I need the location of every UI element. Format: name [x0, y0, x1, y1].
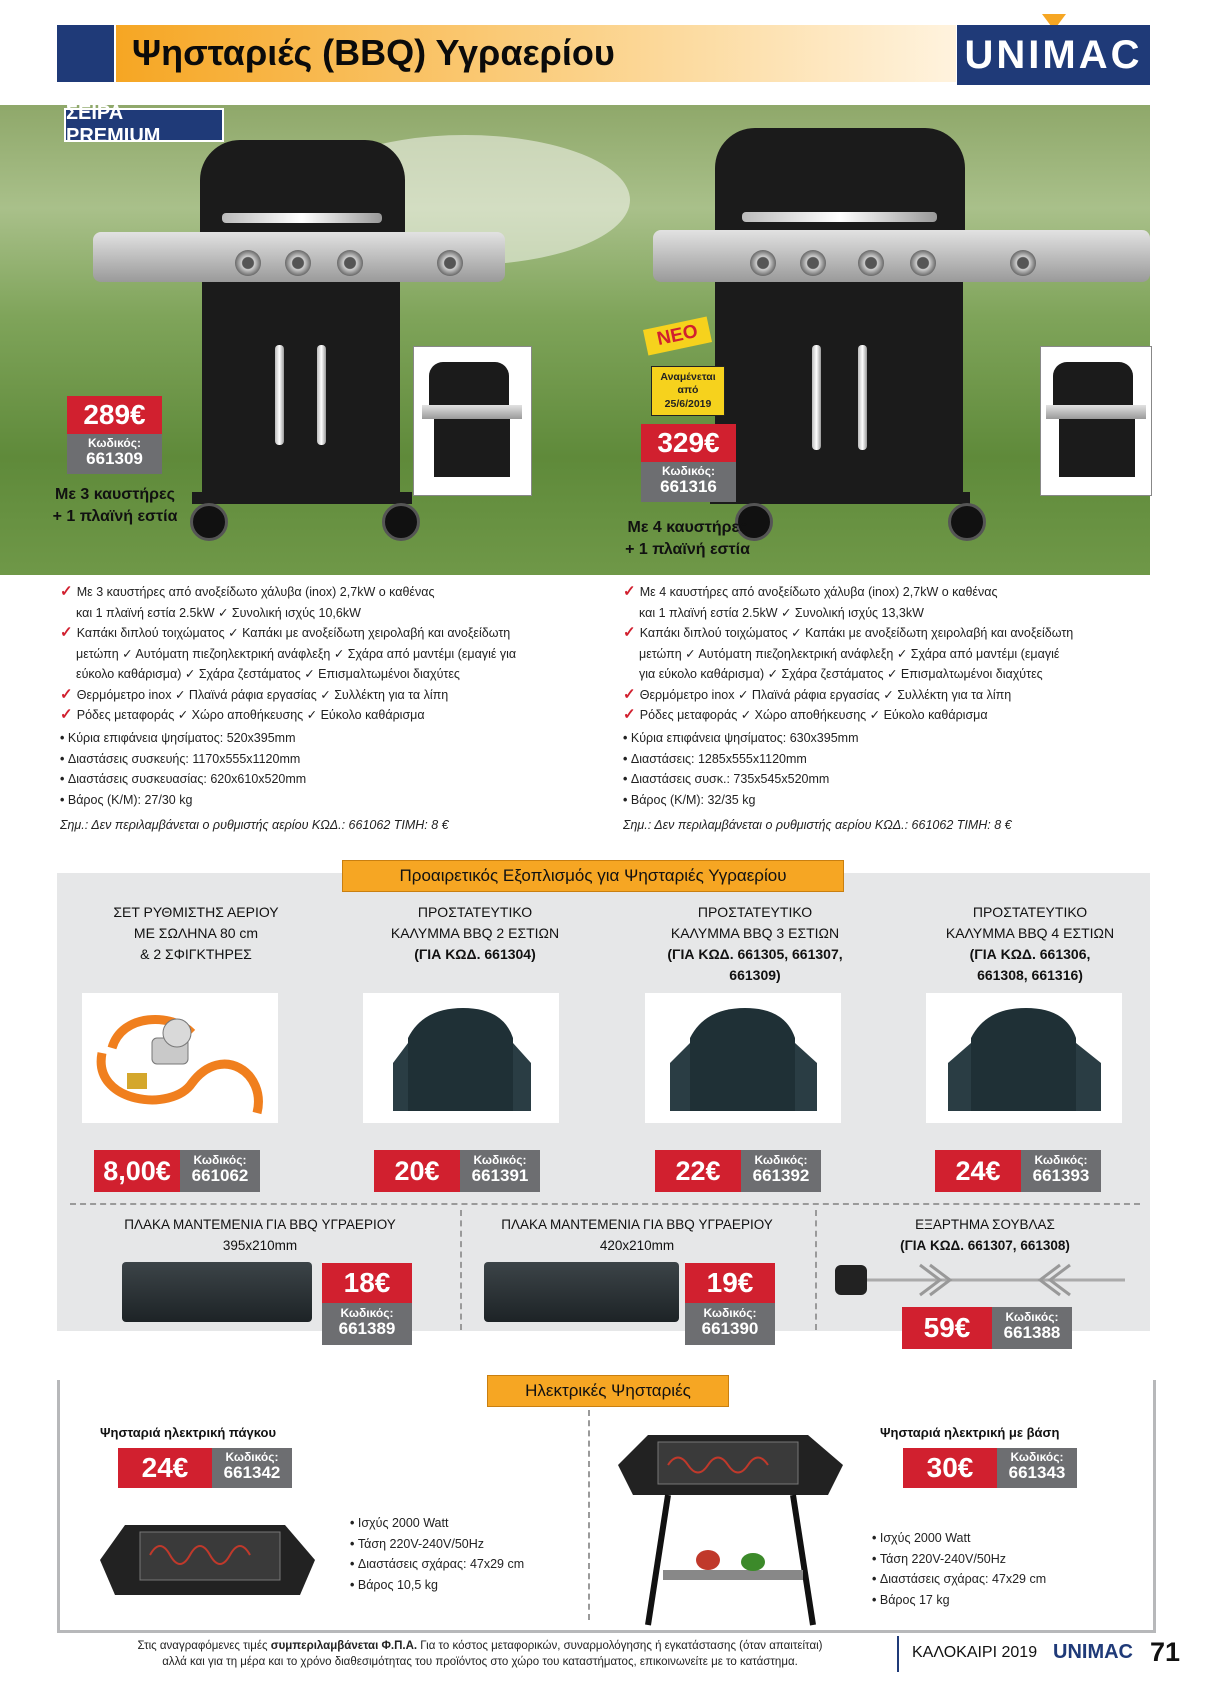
- grill-cover-icon: [645, 993, 841, 1123]
- rotisserie-icon: [830, 1255, 1130, 1305]
- feature-line: ✓ Καπάκι διπλού τοιχώματος ✓ Καπάκι με ανοξείδωτη χειρολαβή και ανοξείδωτη: [623, 624, 1074, 641]
- feature-line: μετώπη ✓ Αυτόματη πιεζοηλεκτρική ανάφλεξη ✓ Σχάρα από μαντέμι (εμαγιέ για: [76, 646, 517, 661]
- code-box-661309: [67, 434, 162, 474]
- right-spec-list: [623, 728, 1123, 810]
- feature-line: ✓ Ρόδες μεταφοράς ✓ Χώρο αποθήκευσης ✓ Εύκολο καθάρισμα: [60, 706, 425, 723]
- accessories-divider: [70, 1203, 1140, 1205]
- feature-line: ✓ Ρόδες μεταφοράς ✓ Χώρο αποθήκευσης ✓ Εύκολο καθάρισμα: [623, 706, 988, 723]
- grill-3-burner-thumbnail: [413, 346, 532, 496]
- price-tag-661309: 289€: [67, 396, 162, 434]
- right-feature-list: [623, 582, 1150, 726]
- availability-badge: Αναμένεται από 25/6/2019: [651, 366, 725, 416]
- price-tag-661316: 329€: [641, 424, 736, 462]
- table-grill-specs: • Ισχύς 2000 Watt • Τάση 220V-240V/50Hz • Διαστάσεις σχάρας: 47x29 cm • Βάρος 10,5 kg: [350, 1513, 580, 1595]
- left-feature-list: [60, 582, 590, 726]
- stand-grill-image: [608, 1420, 848, 1630]
- feature-line: ✓ Με 3 καυστήρες από ανοξείδωτο χάλυβα (inox) 2,7kW ο καθένας: [60, 583, 435, 600]
- electric-grill-icon: [85, 1500, 330, 1620]
- accessory-title-661391: ΠΡΟΣΤΑΤΕΥΤΙΚΟ ΚΑΛΥΜΜΑ BBQ 2 ΕΣΤΙΩΝ (ΓΙΑ ΚΩΔ. 661304): [390, 904, 560, 962]
- footer-separator: [897, 1636, 899, 1672]
- feature-line: ✓ Με 4 καυστήρες από ανοξείδωτο χάλυβα (inox) 2,7kW ο καθένας: [623, 583, 998, 600]
- table-grill-title: Ψησταριά ηλεκτρική πάγκου: [100, 1425, 277, 1440]
- price-tag-661388: 59€: [902, 1307, 992, 1349]
- code-box-661393: Κωδικός: 661393: [1021, 1150, 1101, 1192]
- footer-season: ΚΑΛΟΚΑΙΡΙ 2019: [912, 1644, 1038, 1661]
- grill-cover-icon: [926, 993, 1122, 1123]
- price-tag-661391: 20€: [374, 1150, 460, 1192]
- footer-brand: UNIMAC: [1053, 1641, 1133, 1663]
- price-tag-661389: 18€: [322, 1263, 412, 1303]
- price-tag-661342: 24€: [118, 1448, 212, 1488]
- code-box-661342: Κωδικός: 661342: [212, 1448, 292, 1488]
- code-box-661389: Κωδικός: 661389: [322, 1303, 412, 1345]
- grill-cover-icon: [363, 993, 559, 1123]
- grill-cover-3-image: [645, 993, 841, 1123]
- accessory-title-661062: ΣΕΤ ΡΥΘΜΙΣΤΗΣ ΑΕΡΙΟΥ ΜΕ ΣΩΛΗΝΑ 80 cm & 2 ΣΦΙΓΚΤΗΡΕΣ: [113, 904, 279, 962]
- rotisserie-image: [830, 1255, 1130, 1305]
- stand-grill-specs: • Ισχύς 2000 Watt • Τάση 220V-240V/50Hz • Διαστάσεις σχάρας: 47x29 cm • Βάρος 17 kg: [872, 1528, 1122, 1610]
- feature-line: και 1 πλαϊνή εστία 2.5kW ✓ Συνολική ισχύς 10,6kW: [76, 605, 361, 620]
- spec-item: • Διαστάσεις: 1285x555x1120mm: [623, 749, 1123, 770]
- price-tag-661393: 24€: [935, 1150, 1021, 1192]
- table-grill-image: [85, 1500, 330, 1620]
- series-badge: ΣΕΙΡΑ PREMIUM: [64, 108, 224, 142]
- right-note: Σημ.: Δεν περιλαμβάνεται ο ρυθμιστής αερίου ΚΩΔ.: 661062 ΤΙΜΗ: 8 €: [623, 818, 1012, 832]
- left-spec-list: [60, 728, 560, 810]
- left-note: Σημ.: Δεν περιλαμβάνεται ο ρυθμιστής αερίου ΚΩΔ.: 661062 ΤΙΜΗ: 8 €: [60, 818, 449, 832]
- price-tag-661392: 22€: [655, 1150, 741, 1192]
- grill-4-burner-caption: Με 4 καυστήρες + 1 πλαϊνή εστία: [625, 519, 750, 558]
- code-box-661316: [641, 462, 736, 502]
- grill-3-burner-caption: Με 3 καυστήρες + 1 πλαϊνή εστία: [52, 486, 178, 525]
- grill-cover-4-image: [926, 993, 1122, 1123]
- code-box-661343: Κωδικός: 661343: [997, 1448, 1077, 1488]
- feature-line: εύκολο καθάρισμα) ✓ Σχάρα ζεστάματος ✓ Επισμαλτωμένοι διαχύτες: [76, 667, 460, 681]
- code-box-661392: Κωδικός: 661392: [741, 1150, 821, 1192]
- gas-hose-icon: [82, 993, 278, 1123]
- brand-logo: UNIMAC: [957, 25, 1150, 85]
- spec-item: • Διαστάσεις συσκευής: 1170x555x1120mm: [60, 749, 560, 770]
- spec-item: • Βάρος (Κ/Μ): 32/35 kg: [623, 790, 1123, 811]
- feature-line: ✓ Θερμόμετρο inox ✓ Πλαϊνά ράφια εργασίας ✓ Συλλέκτη για τα λίπη: [60, 685, 449, 703]
- plate-title-661390: ΠΛΑΚΑ ΜΑΝΤΕΜΕΝΙΑ ΓΙΑ BBQ ΥΓΡΑΕΡΙΟΥ 420x210mm: [501, 1217, 773, 1253]
- electric-grill-stand-icon: [608, 1420, 848, 1630]
- feature-line: ✓ Θερμόμετρο inox ✓ Πλαϊνά ράφια εργασίας ✓ Συλλέκτη για τα λίπη: [623, 685, 1012, 703]
- feature-line: μετώπη ✓ Αυτόματη πιεζοηλεκτρική ανάφλεξη ✓ Σχάρα από μαντέμι (εμαγιέ: [639, 646, 1060, 661]
- cast-iron-plate-395-image: [122, 1262, 312, 1322]
- stand-grill-title: Ψησταριά ηλεκτρική με βάση: [880, 1425, 1060, 1440]
- header-accent-block: [57, 25, 114, 82]
- rotisserie-title: ΕΞΑΡΤΗΜΑ ΣΟΥΒΛΑΣ (ΓΙΑ ΚΩΔ. 661307, 661308): [900, 1217, 1070, 1253]
- spec-item: • Διαστάσεις συσκ.: 735x545x520mm: [623, 769, 1123, 790]
- spec-item: • Κύρια επιφάνεια ψησίματος: 520x395mm: [60, 728, 560, 749]
- code-label: Κωδικός:: [662, 464, 715, 478]
- new-badge: ΝΕΟ: [643, 317, 712, 356]
- electric-divider: [588, 1410, 590, 1620]
- grill-cover-2-image: [363, 993, 559, 1123]
- spec-item: • Βάρος (Κ/Μ): 27/30 kg: [60, 790, 560, 811]
- accessories-divider: [815, 1210, 817, 1330]
- feature-line: για εύκολο καθάρισμα) ✓ Σχάρα ζεστάματος ✓ Επισμαλτωμένοι διαχύτες: [639, 667, 1043, 681]
- footer-disclaimer: Στις αναγραφόμενες τιμές συμπεριλαμβάνεται Φ.Π.Α. Για το κόστος μεταφορικών, συναρμολόγησης ή εγκατάστασης (όταν απαιτείται) αλλά και για τη μέρα και το χρόνο διαθεσιμότητας του προϊόντος στο χώρο του καταστήματος, επικοινωνείτε με το κατάστημα.: [137, 1640, 823, 1668]
- spec-item: • Κύρια επιφάνεια ψησίματος: 630x395mm: [623, 728, 1123, 749]
- accessories-tab: Προαιρετικός Εξοπλισμός για Ψησταριές Υγραερίου: [342, 860, 844, 892]
- code-box-661390: Κωδικός: 661390: [685, 1303, 775, 1345]
- feature-line: ✓ Καπάκι διπλού τοιχώματος ✓ Καπάκι με ανοξείδωτη χειρολαβή και ανοξείδωτη: [60, 624, 511, 641]
- spec-item: • Διαστάσεις συσκευασίας: 620x610x520mm: [60, 769, 560, 790]
- feature-line: και 1 πλαϊνή εστία 2.5kW ✓ Συνολική ισχύς 13,3kW: [639, 605, 924, 620]
- code-box-661388: Κωδικός: 661388: [992, 1307, 1072, 1349]
- accessory-title-661393: ΠΡΟΣΤΑΤΕΥΤΙΚΟ ΚΑΛΥΜΜΑ BBQ 4 ΕΣΤΙΩΝ (ΓΙΑ ΚΩΔ. 661306, 661308, 661316): [945, 904, 1115, 983]
- price-tag-661343: 30€: [903, 1448, 997, 1488]
- gas-regulator-image: [82, 993, 278, 1123]
- price-tag-661390: 19€: [685, 1263, 775, 1303]
- page-title: Ψησταριές (BBQ) Υγραερίου: [132, 32, 615, 73]
- grill-4-burner-thumbnail: [1040, 346, 1152, 496]
- plate-title-661389: ΠΛΑΚΑ ΜΑΝΤΕΜΕΝΙΑ ΓΙΑ BBQ ΥΓΡΑΕΡΙΟΥ 395x210mm: [124, 1217, 396, 1253]
- code-box-661391: Κωδικός: 661391: [460, 1150, 540, 1192]
- code-box-661062: Κωδικός: 661062: [180, 1150, 260, 1192]
- electric-tab: Ηλεκτρικές Ψησταριές: [487, 1375, 729, 1407]
- code-value: 661316: [660, 476, 717, 496]
- code-label: Κωδικός:: [88, 436, 141, 450]
- accessory-title-661392: ΠΡΟΣΤΑΤΕΥΤΙΚΟ ΚΑΛΥΜΜΑ BBQ 3 ΕΣΤΙΩΝ (ΓΙΑ ΚΩΔ. 661305, 661307, 661309): [667, 904, 843, 983]
- page-number: 71: [1150, 1637, 1181, 1667]
- price-tag-661062: 8,00€: [94, 1150, 180, 1192]
- code-value: 661309: [86, 448, 143, 468]
- cast-iron-plate-420-image: [484, 1262, 679, 1322]
